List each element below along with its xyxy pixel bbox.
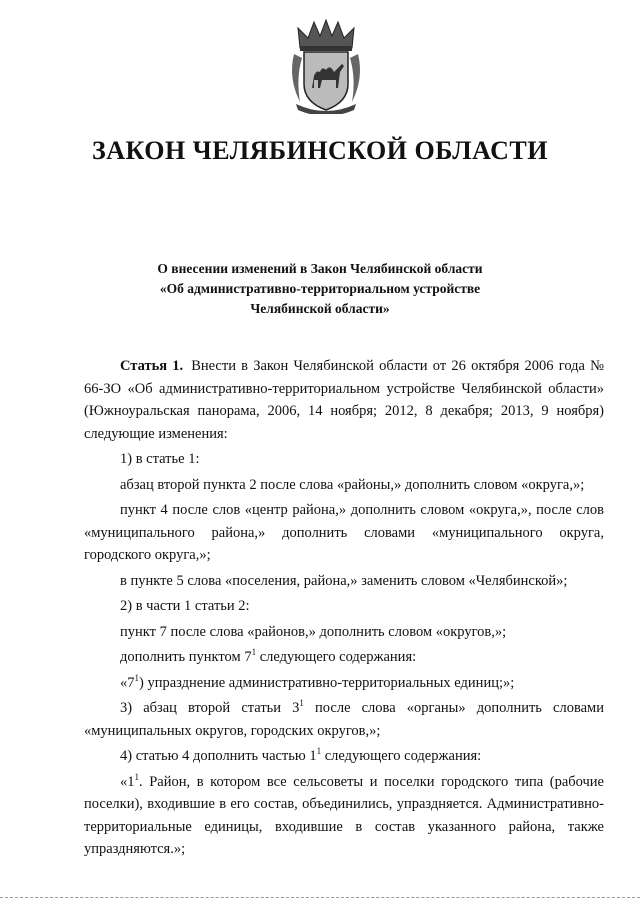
superscript: 1 (251, 647, 257, 657)
paragraph (84, 646, 604, 669)
paragraph: 2) в части 1 статьи 2: (120, 598, 250, 614)
text-run: «7 (120, 674, 135, 691)
superscript: 1 (134, 771, 139, 782)
subtitle-line: «Об административно-территориальном устройстве (159, 281, 481, 296)
subtitle-line: О внесении изменений в Закон Челябинской области (157, 261, 483, 276)
paragraph: пункт 7 после слова «районов,» дополнить словом «округов,»; (120, 623, 507, 640)
text-run: следующего содержания: (321, 748, 482, 764)
article-intro (84, 355, 604, 445)
paragraph (84, 771, 604, 861)
article-label: Статья 1. (120, 358, 184, 374)
paragraph (84, 672, 604, 695)
text-run: дополнить пунктом 7 (120, 649, 252, 665)
text-run: ) упразднение административно-территориальных единиц;»; (139, 674, 515, 691)
subtitle-line: Челябинской области» (250, 301, 390, 316)
text-run: 3) абзац второй статьи 3 (120, 700, 300, 716)
law-subtitle (0, 259, 640, 319)
page-bottom-rule (0, 897, 640, 899)
text-run: следующего содержания: (256, 649, 417, 665)
paragraph: в пункте 5 слова «поселения, района,» заменить словом «Челябинской»; (120, 572, 568, 589)
paragraph (84, 745, 604, 768)
law-title: ЗАКОН ЧЕЛЯБИНСКОЙ ОБЛАСТИ (92, 136, 548, 165)
superscript: 1 (316, 746, 322, 756)
text-run: после слова «органы» дополнить словами «муниципальных округов, городских округов,»; (84, 700, 604, 739)
paragraph: абзац второй пункта 2 после слова «районы,» дополнить словом «округа,»; (120, 476, 585, 493)
article-body (84, 355, 604, 864)
superscript: 1 (299, 698, 304, 708)
text-run: 4) статью 4 дополнить частью 1 (120, 748, 317, 764)
text-run: . Район, в котором все сельсоветы и поселки городского типа (рабочие поселки), входившие в его состав, объединились, упраздняется. Административно-территориальные единицы, входившие в состав указанного района, также упраздняются.»; (84, 773, 604, 857)
paragraph (84, 697, 604, 742)
article-intro-text: Внести в Закон Челябинской области от 26 октября 2006 года № 66-ЗО «Об административно-территориальном устройстве Челябинской области» (Южноуральская панорама, 2006, 14 ноября; 2012, 8 декабря; 2013, 9 ноября) следующие изменения: (84, 358, 605, 442)
superscript: 1 (134, 672, 139, 683)
paragraph: 1) в статье 1: (120, 451, 200, 467)
coat-of-arms-icon (286, 18, 366, 114)
paragraph: пункт 4 после слов «центр района,» дополнить словом «округа,», после слов «муниципального района,» дополнить словами «муниципального округа, городского округа,»; (84, 502, 604, 563)
text-run: «1 (120, 773, 135, 790)
